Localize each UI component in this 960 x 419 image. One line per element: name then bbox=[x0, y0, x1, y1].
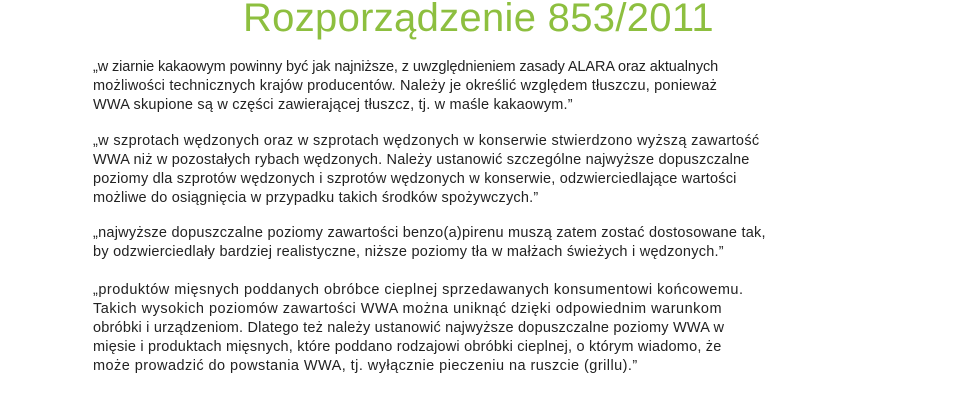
slide-title: Rozporządzenie 853/2011 bbox=[243, 0, 714, 40]
quote-paragraph-sprats bbox=[93, 132, 883, 208]
text-line: możliwości technicznych krajów producentów. Należy je określić względem tłuszczu, ponieważ bbox=[93, 78, 718, 94]
quote-list bbox=[93, 58, 883, 376]
text-line: poziomy dla szprotów wędzonych i szprotów wędzonych w konserwie, odzwierciedlające wartości bbox=[93, 171, 737, 187]
text-line: „najwyższe dopuszczalne poziomy zawartości benzo(a)pirenu muszą zatem zostać dostosowane tak, bbox=[93, 225, 766, 241]
text-line: by odzwierciedlały bardziej realistyczne, niższe poziomy tła w małżach świeżych i wędzonych.” bbox=[93, 244, 724, 260]
text-line: możliwe do osiągnięcia w przypadku takich środków spożywczych.” bbox=[93, 190, 539, 206]
text-line: Takich wysokich poziomów zawartości WWA można uniknąć dzięki odpowiednim warunkom bbox=[93, 301, 723, 317]
text-line: obróbki i urządzeniom. Dlatego też należy ustanowić najwyższe dopuszczalne poziomy WWA w bbox=[93, 320, 725, 336]
quote-paragraph-cocoa bbox=[93, 58, 883, 115]
text-line: WWA skupione są w części zawierającej tłuszcz, tj. w maśle kakaowym.” bbox=[93, 97, 573, 113]
text-line: „w ziarnie kakaowym powinny być jak najniższe, z uwzględnieniem zasady ALARA oraz aktualnych bbox=[93, 59, 719, 75]
text-line: może prowadzić do powstania WWA, tj. wyłącznie pieczeniu na ruszcie (grillu).” bbox=[93, 358, 638, 374]
quote-paragraph-benzopyrene bbox=[93, 224, 883, 262]
text-line: mięsie i produktach mięsnych, które poddano rodzajowi obróbki cieplnej, o którym wiadomo, że bbox=[93, 339, 722, 355]
text-line: WWA niż w pozostałych rybach wędzonych. Należy ustanowić szczególne najwyższe dopuszczalne bbox=[93, 152, 750, 168]
text-line: „produktów mięsnych poddanych obróbce cieplnej sprzedawanych konsumentowi końcowemu. bbox=[93, 282, 744, 298]
text-line: „w szprotach wędzonych oraz w szprotach wędzonych w konserwie stwierdzono wyższą zawartość bbox=[93, 133, 760, 149]
quote-paragraph-meat bbox=[93, 281, 883, 376]
